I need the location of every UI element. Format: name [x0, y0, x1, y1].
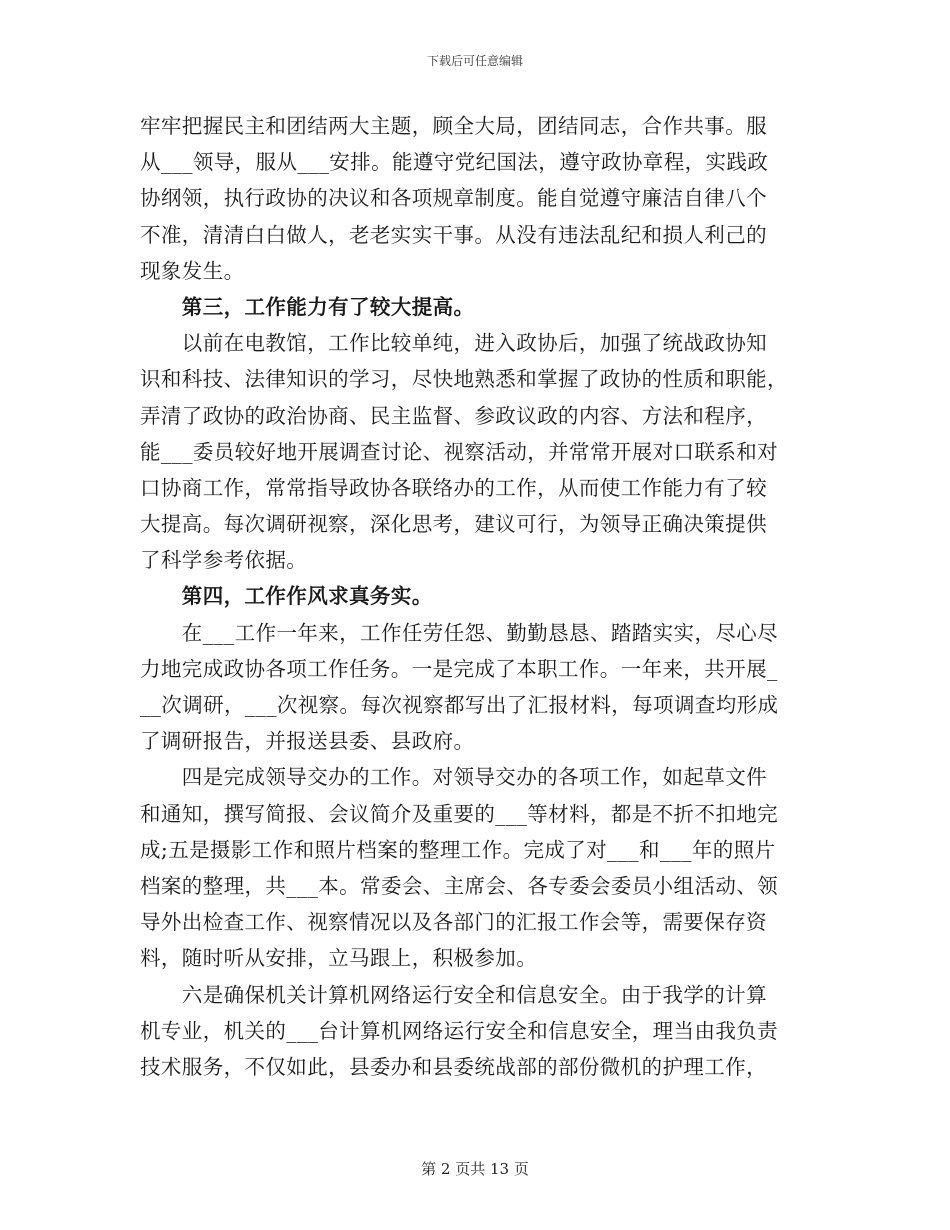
text-line: 口协商工作，常常指导政协各联络办的工作，从而使工作能力有了较	[140, 475, 767, 500]
text-line: 了科学参考依据。	[140, 548, 308, 573]
text-line: 不准，清清白白做人，老老实实干事。从没有违法乱纪和损人利己的	[140, 222, 767, 247]
text-line: 成;五是摄影工作和照片档案的整理工作。完成了对___和___年的照片	[140, 837, 776, 862]
text-line: __次调研，___次视察。每次视察都写出了汇报材料，每项调查均形成	[140, 693, 779, 717]
text-line: 六是确保机关计算机网络运行安全和信息安全。由于我学的计算	[140, 982, 767, 1007]
text-line: 能___委员较好地开展调查讨论、视察活动，并常常开展对口联系和对	[140, 439, 779, 464]
text-line: 弄清了政协的政治协商、民主监督、参政议政的内容、方法和程序，	[140, 403, 767, 428]
text-line: 四是完成领导交办的工作。对领导交办的各项工作，如起草文件	[140, 765, 767, 790]
text-line: 技术服务，不仅如此，县委办和县委统战部的部份微机的护理工作，	[140, 1054, 767, 1079]
section-heading: 第四，工作作风求真务实。	[140, 584, 433, 609]
section-heading: 第三，工作能力有了较大提高。	[140, 294, 475, 319]
text-line: 牢牢把握民主和团结两大主题，顾全大局，团结同志，合作共事。服	[140, 114, 767, 138]
text-line: 机专业，机关的___台计算机网络运行安全和信息安全，理当由我负责	[140, 1018, 779, 1043]
text-line: 档案的整理，共___本。常委会、主席会、各专委会委员小组活动、领	[140, 873, 779, 898]
page-header: 下载后可任意编辑	[426, 54, 523, 68]
text-line: 和通知，撰写简报、会议简介及重要的___等材料，都是不折不扣地完	[140, 801, 779, 826]
text-line: 力地完成政协各项工作任务。一是完成了本职工作。一年来，共开展_	[140, 656, 778, 681]
text-line: 导外出检查工作、视察情况以及各部门的汇报工作会等，需要保存资	[140, 910, 767, 935]
text-line: 料，随时听从安排，立马跟上，积极参加。	[140, 946, 538, 971]
text-line: 从___领导，服从___安排。能遵守党纪国法，遵守政协章程，实践政	[140, 150, 769, 175]
text-line: 大提高。每次调研视察，深化思考，建议可行，为领导正确决策提供	[140, 512, 767, 537]
text-line: 协纲领，执行政协的决议和各项规章制度。能自觉遵守廉洁自律八个	[140, 186, 767, 211]
text-line: 现象发生。	[140, 258, 245, 283]
text-line: 了调研报告，并报送县委、县政府。	[140, 729, 475, 754]
text-line: 在___工作一年来，工作任劳任怨、勤勤恳恳、踏踏实实，尽心尽	[140, 620, 779, 645]
text-line: 以前在电教馆，工作比较单纯，进入政协后，加强了统战政协知	[140, 331, 767, 356]
text-line: 识和科技、法律知识的学习，尽快地熟悉和掌握了政协的性质和职能，	[140, 367, 788, 392]
page-footer: 第 2 页共 13 页	[421, 1160, 529, 1178]
document-body	[140, 108, 810, 1085]
